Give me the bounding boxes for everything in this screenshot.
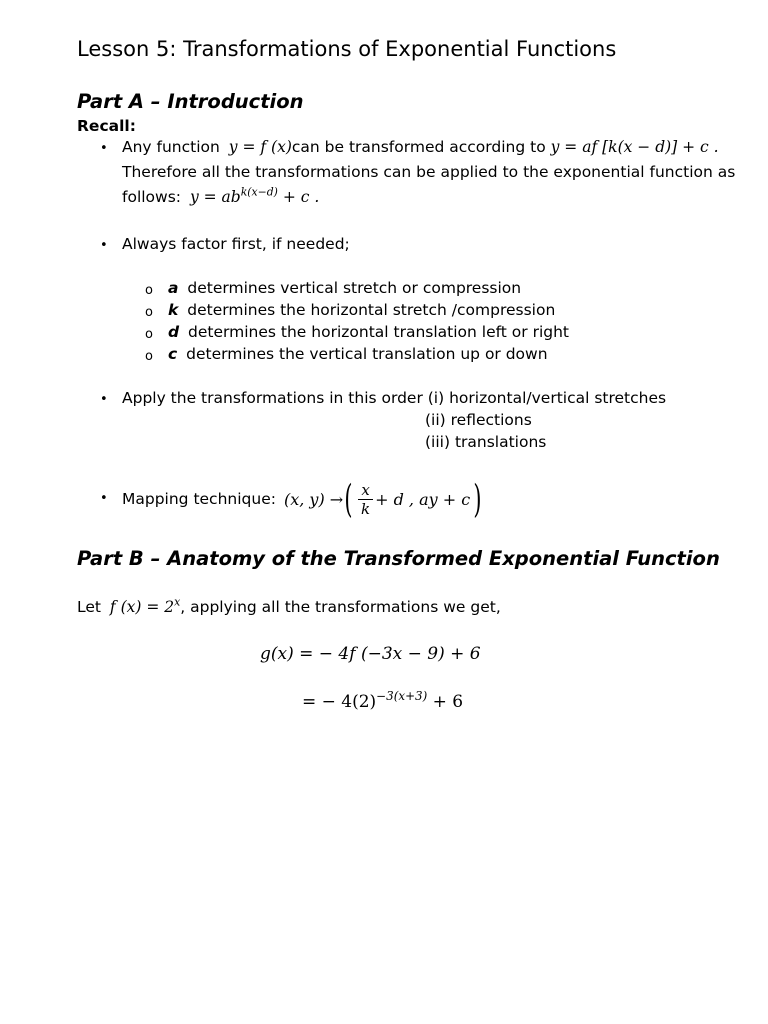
param-c: c determines the vertical translation up or down [168,345,548,363]
factor-first-note: Always factor first, if needed; [122,235,350,253]
follows-label: follows: [122,188,182,206]
base-function: f $(x) = 2^x$ [109,595,181,616]
bullet-marker: • [100,392,108,407]
equation-g-of-x: g(x) = − 4f (−3x − 9) + 6 [260,644,481,664]
bullet-marker: • [100,141,108,156]
part-b-heading: Part B – Anatomy of the Transformed Exponential Function [77,547,720,570]
bullet1-text2: can be transformed according to [291,138,546,156]
circle-bullet: o [145,305,153,320]
param-a: a determines vertical stretch or compression [168,279,522,297]
bullet-transform-line3 [122,185,320,206]
bullet-marker: • [100,491,108,506]
mapping-technique [122,474,485,524]
circle-bullet: o [145,327,153,342]
param-d: d determines the horizontal translation left or right [168,323,570,341]
part-a-heading: Part A – Introduction [77,90,304,113]
recall-label: Recall: [77,117,136,135]
transform-order-line1: Apply the transformations in this order (i) horizontal/vertical stretches [122,389,667,407]
transform-order-step3: (iii) translations [425,433,547,451]
mapping-lhs: (x, y) → [283,489,344,509]
lesson-title: Lesson 5: Transformations of Exponential Functions [77,37,617,61]
bullet1-text1: Any function [122,138,220,156]
bullet-transform-line2: Therefore all the transformations can be applied to the exponential function as [122,163,736,181]
right-paren: ) [473,477,482,521]
bullet-marker: • [100,238,108,253]
mapping-label: Mapping technique: [122,490,276,508]
function-notation: y = f (x) [228,138,292,156]
let-statement: Let f $(x) = 2^x$, applying all the transformations we get, [77,595,501,616]
param-k: k determines the horizontal stretch /compression [168,301,556,319]
transform-order-step2: (ii) reflections [425,411,532,429]
general-transform-formula: y = af [k(x − d)] + c . [550,138,719,156]
left-paren: ( [344,477,353,521]
equation-expanded: = − $4(2)^{-3(x+3)} + 6$ [302,688,464,712]
x-over-k-fraction: $\frac{x}{k}$ [358,481,373,518]
circle-bullet: o [145,283,153,298]
bullet-transform-line1 [122,138,719,156]
mapping-rhs: + d , ay + c [375,489,471,509]
circle-bullet: o [145,349,153,364]
exponential-transform-formula: $y = ab^{k(x-d)} + c$ . [189,185,320,206]
